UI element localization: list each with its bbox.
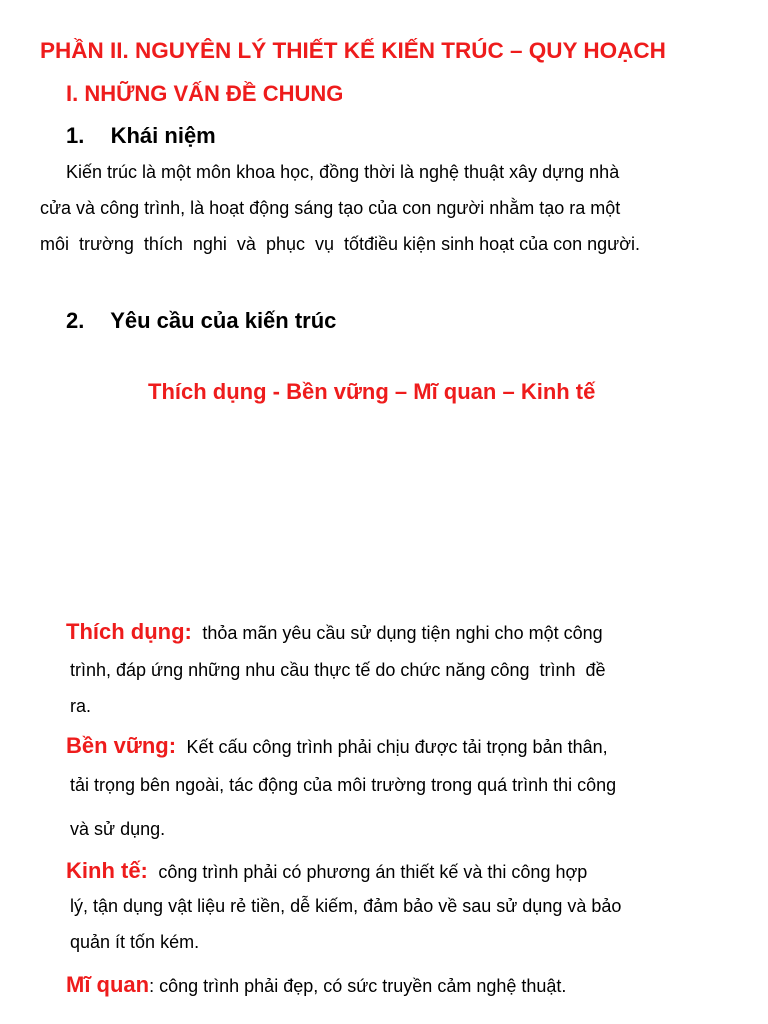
subheading-number: 1. bbox=[66, 123, 85, 148]
intro-line-2: cửa và công trình, là hoạt động sáng tạo của con người nhằm tạo ra một bbox=[40, 198, 621, 218]
definition-line: trình, đáp ứng những nhu cầu thực tế do chức năng công trình đề bbox=[70, 660, 606, 680]
definition-term: Kinh tế: bbox=[66, 858, 148, 883]
definition-mi-quan bbox=[66, 972, 566, 998]
definition-text: : công trình phải đẹp, có sức truyền cảm nghệ thuật. bbox=[149, 976, 567, 996]
subheading-concept bbox=[66, 123, 216, 149]
definition-text: Kết cấu công trình phải chịu được tải trọng bản thân, bbox=[186, 737, 608, 757]
intro-line-1: Kiến trúc là một môn khoa học, đồng thời là nghệ thuật xây dựng nhà bbox=[66, 162, 620, 182]
definition-thich-dung bbox=[66, 619, 603, 645]
definition-text: thỏa mãn yêu cầu sử dụng tiện nghi cho một công bbox=[202, 623, 603, 643]
subheading-requirements bbox=[66, 308, 336, 334]
part-title: PHẦN II. NGUYÊN LÝ THIẾT KẾ KIẾN TRÚC – QUY HOẠCH bbox=[40, 38, 666, 63]
intro-line-3: môi trường thích nghi và phục vụ tốtđiều kiện sinh hoạt của con người. bbox=[40, 234, 641, 254]
requirements-line: Thích dụng - Bền vững – Mĩ quan – Kinh tế bbox=[148, 379, 596, 404]
subheading-number: 2. bbox=[66, 308, 85, 333]
definition-line: và sử dụng. bbox=[70, 819, 166, 839]
subheading-title: Yêu cầu của kiến trúc bbox=[110, 308, 337, 333]
definition-line: ra. bbox=[70, 696, 92, 716]
definition-line: quản ít tốn kém. bbox=[70, 932, 200, 952]
definition-kinh-te bbox=[66, 858, 587, 884]
definition-term: Thích dụng: bbox=[66, 619, 192, 644]
definition-ben-vung bbox=[66, 733, 608, 759]
definition-line: tải trọng bên ngoài, tác động của môi trường trong quá trình thi công bbox=[70, 775, 617, 795]
definition-text: công trình phải có phương án thiết kế và thi công hợp bbox=[158, 862, 588, 882]
definition-term: Bền vững: bbox=[66, 733, 177, 758]
definition-line: lý, tận dụng vật liệu rẻ tiền, dễ kiếm, đảm bảo về sau sử dụng và bảo bbox=[70, 896, 622, 916]
section-title: I. NHỮNG VẤN ĐỀ CHUNG bbox=[66, 81, 344, 106]
subheading-title: Khái niệm bbox=[110, 123, 216, 148]
definition-term: Mĩ quan bbox=[66, 972, 150, 997]
